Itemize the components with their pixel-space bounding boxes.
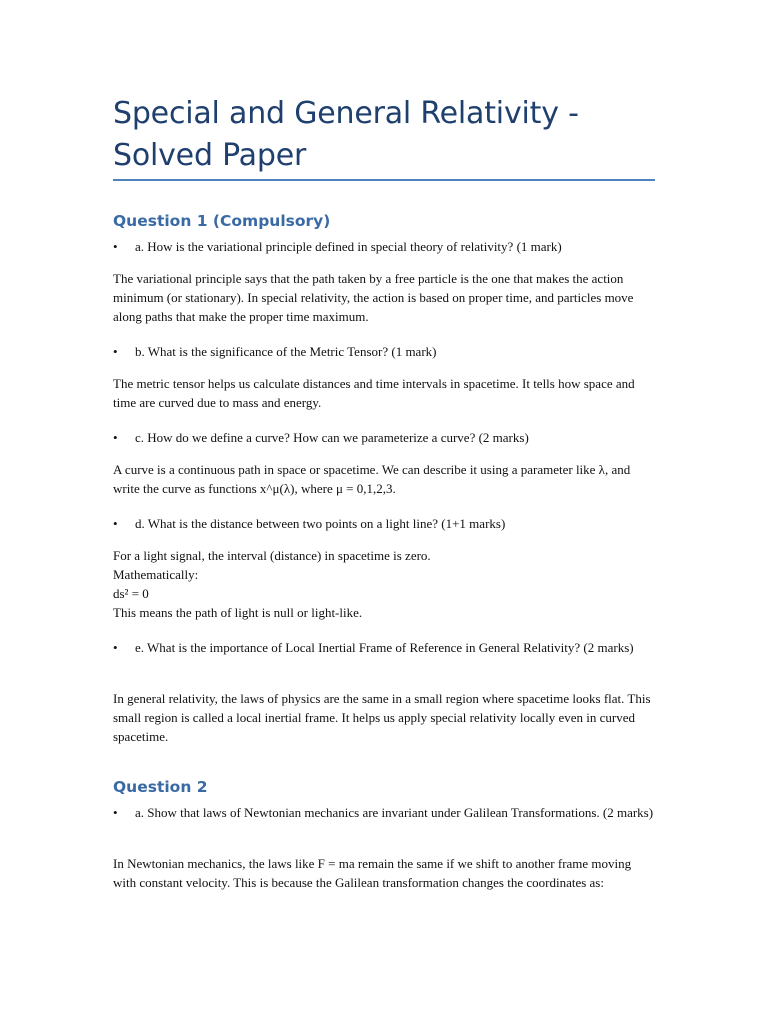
answer-1d-line-1: For a light signal, the interval (distance) in spacetime is zero. <box>113 548 431 563</box>
question-1b-text: b. What is the significance of the Metric Tensor? (1 mark) <box>135 344 437 359</box>
bullet-icon: • <box>113 239 118 254</box>
answer-1d-equation: ds² = 0 <box>113 586 149 601</box>
question-1d-text: d. What is the distance between two points on a light line? (1+1 marks) <box>135 516 506 531</box>
answer-1e: In general relativity, the laws of physics are the same in a small region where spacetime looks flat. This small region is called a local inertial frame. It helps us apply special relativity locally even in curved spacetime. <box>113 691 651 744</box>
question-2a-text: a. Show that laws of Newtonian mechanics are invariant under Galilean Transformations. (2 marks) <box>135 805 654 820</box>
answer-1d <box>113 546 657 622</box>
answer-1a: The variational principle says that the path taken by a free particle is the one that makes the action minimum (or stationary). In special relativity, the action is based on proper time, and particles move along paths that make the proper time maximum. <box>113 271 634 324</box>
bullet-icon: • <box>113 516 118 531</box>
answer-1b: The metric tensor helps us calculate distances and time intervals in spacetime. It tells how space and time are curved due to mass and energy. <box>113 376 635 410</box>
bullet-icon: • <box>113 430 118 445</box>
answer-1c: A curve is a continuous path in space or spacetime. We can describe it using a parameter like λ, and write the curve as functions x^μ(λ), where μ = 0,1,2,3. <box>113 462 631 496</box>
question-1c-text: c. How do we define a curve? How can we parameterize a curve? (2 marks) <box>135 430 529 445</box>
bullet-icon: • <box>113 344 118 359</box>
bullet-icon: • <box>113 805 118 820</box>
question-2-heading: Question 2 <box>113 778 208 796</box>
bullet-icon: • <box>113 640 118 655</box>
question-1a-text: a. How is the variational principle defined in special theory of relativity? (1 mark) <box>135 239 562 254</box>
question-1e-text: e. What is the importance of Local Inertial Frame of Reference in General Relativity? (2 marks) <box>135 640 634 655</box>
answer-1d-line-2: Mathematically: <box>113 567 199 582</box>
question-1-heading: Question 1 (Compulsory) <box>113 212 331 230</box>
document-title: Special and General Relativity - Solved Paper <box>113 96 579 173</box>
answer-1d-line-4: This means the path of light is null or light-like. <box>113 605 363 620</box>
title-divider <box>113 179 655 181</box>
answer-2a: In Newtonian mechanics, the laws like F = ma remain the same if we shift to another frame moving with constant velocity. This is because the Galilean transformation changes the coordinates as: <box>113 856 632 890</box>
